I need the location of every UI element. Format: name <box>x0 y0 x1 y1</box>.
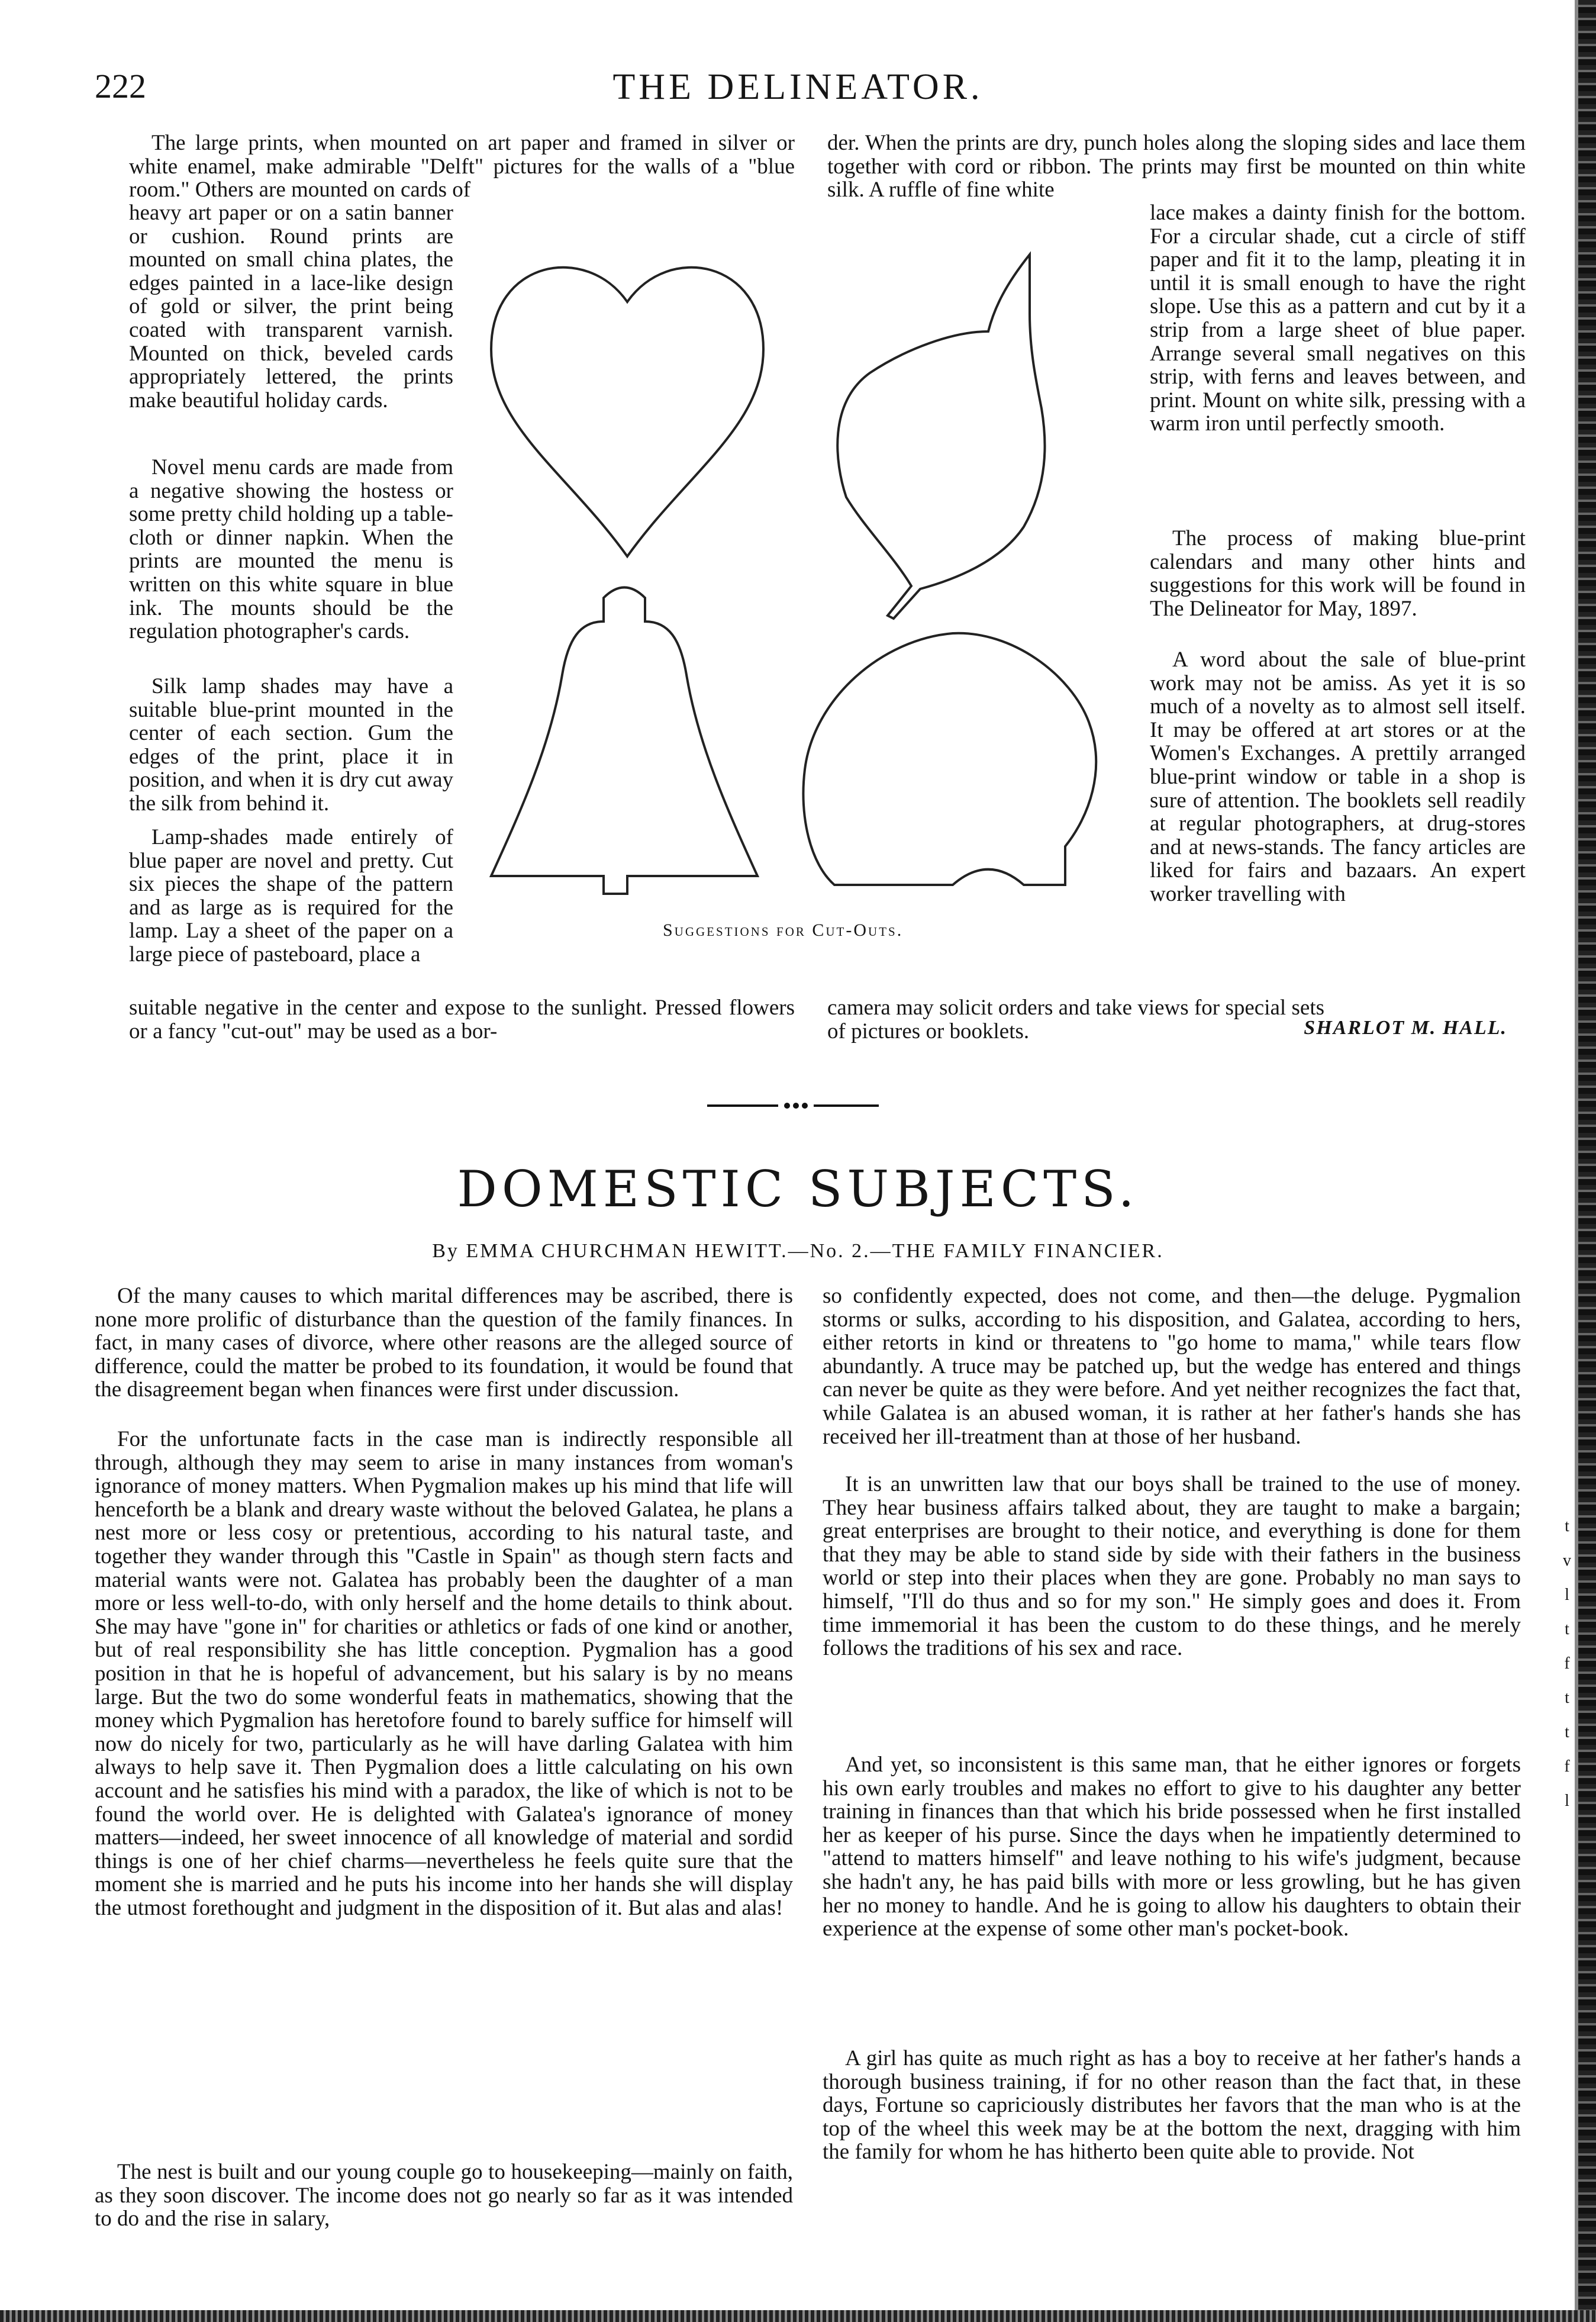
bottom-scan-edge <box>0 2310 1596 2322</box>
col2-bottom-paragraph: camera may solicit orders and take views for special sets of pictures or booklets. <box>827 996 1324 1044</box>
lamp-shades-paragraph: Lamp-shades made entirely of blue paper are novel and pretty. Cut six pieces the shape of the pattern and as large as is required for the lamp. Lay a sheet of the paper on a large piece of pasteboard, place a <box>129 825 453 967</box>
process-paragraph: The process of making blue-print calendars and many other hints and suggestions for this work will be found in The Delineator for May, 1897. <box>1150 526 1526 621</box>
margin-fragment: v <box>1563 1551 1571 1570</box>
margin-fragment: t <box>1565 1723 1569 1741</box>
margin-fragment: l <box>1565 1792 1569 1810</box>
publication-title: THE DELINEATOR. <box>612 67 984 107</box>
col2-ruffle-paragraph: lace makes a dainty finish for the bottom. For a circular shade, cut a circle of stiff paper and fit it to the lamp, pleating it in until it is small enough to have the right slope. Use this as a pattern and cut by it a strip from a large sheet of blue paper. Arrange several small negatives on this strip, with ferns and leaves between, and print. Mount on white silk, pressing with a warm iron until perfectly smooth. <box>1150 201 1526 436</box>
col1-intro-paragraph: heavy art paper or on a satin banner or cushion. Round prints are mounted on small china plates, the edges painted in a lace-like design of gold or silver, the print being coated with transparent varnish. Mounted on thick, beveled cards appropriately lettered, the prints make beautiful holiday cards. <box>129 201 453 413</box>
domestic-right-paragraph-1: so confidently expected, does not come, and then—the deluge. Pygmalion storms or sulks, according to his disposition, and Galatea, according to hers, either retorts in kind or threatens to "go home to mama," while tears flow abundantly. A truce may be patched up, but the wedge has entered and things can never be quite as they were before. And yet neither recognizes the fact that, while Galatea is an abused woman, it is rather at her father's hands she has received her ill-treatment than at those of her husband. <box>823 1284 1521 1449</box>
illustration-caption: Suggestions for Cut-Outs. <box>663 920 904 940</box>
sale-paragraph: A word about the sale of blue-print work may not be amiss. As yet it is so much of a novelty as to almost sell itself. It may be offered at art stores or at the Women's Exchanges. A prettily arranged blue-print window or table in a shop is sure of attention. The booklets sell readily at regular photographers, at drug-stores and at news-stands. The fancy articles are liked for fairs and bazaars. An expert worker travelling with <box>1150 648 1526 906</box>
heart-shape <box>491 268 763 556</box>
leaf-shape <box>837 255 1044 619</box>
divider-ornament <box>707 1100 879 1112</box>
margin-fragment: t <box>1565 1517 1569 1535</box>
silk-shades-paragraph: Silk lamp shades may have a suitable blue-print mounted in the center of each section. Gum the edges of the print, place it in position, and when it is dry cut away the silk from behind it. <box>129 674 453 816</box>
domestic-right-paragraph-3: And yet, so inconsistent is this same man, that he either ignores or forgets his own early troubles and makes no effort to give to his daughter any better training in finances than that which his bride possessed when he first installed her as keeper of his purse. Since the days when he impatiently determined to "attend to matters himself" and leave nothing to his wife's judgment, because she hadn't any, he has paid bills with more or less growling, but he has given her no money to handle. And he is going to allow his daughters to obtain their experience at the expense of some other man's pocket-book. <box>823 1753 1521 1941</box>
section-byline: By EMMA CHURCHMAN HEWITT.—No. 2.—THE FAMILY FINANCIER. <box>432 1240 1164 1262</box>
margin-fragment: f <box>1564 1757 1570 1776</box>
shell-shape <box>803 633 1096 885</box>
author-signature: SHARLOT M. HALL. <box>1304 1017 1507 1039</box>
page-number: 222 <box>95 67 146 105</box>
domestic-right-paragraph-4: A girl has quite as much right as has a boy to receive at her father's hands a thorough business training, if for no other reason than the fact that, in these days, Fortune so capriciously distributes her favors that the man who is at the top of the wheel this week may be at the bottom the next, dragging with him the family for whom he has hitherto been quite able to provide. Not <box>823 2046 1521 2165</box>
section-title: DOMESTIC SUBJECTS. <box>457 1160 1139 1218</box>
margin-fragments <box>1558 1509 1576 1818</box>
domestic-left-paragraph-3: The nest is built and our young couple go to housekeeping—mainly on faith, as they soon discover. The income does not go nearly so far as it was intended to do and the rise in salary, <box>95 2160 793 2231</box>
col2-top-paragraph: der. When the prints are dry, punch holes along the sloping sides and lace them together with cord or ribbon. The prints may first be mounted on thin white silk. A ruffle of fine white <box>827 131 1526 202</box>
margin-fragment: l <box>1565 1586 1569 1604</box>
col1-bottom-paragraph: suitable negative in the center and expose to the sunlight. Pressed flowers or a fancy "cut-out" may be used as a bor- <box>129 996 795 1044</box>
cutouts-illustration <box>479 249 1124 917</box>
col1-top-paragraph: The large prints, when mounted on art paper and framed in silver or white enamel, make admirable "Delft" pictures for the walls of a "blue room." Others are mounted on cards of <box>129 131 795 202</box>
domestic-left-paragraph-2: For the unfortunate facts in the case man is indirectly responsible all through, although they may seem to arise in many instances from woman's ignorance of money matters. When Pygmalion makes up his mind that life will henceforth be a blank and dreary waste without the beloved Galatea, he plans a nest more or less cosy or pretentious, according to his natural taste, and together they wander through this "Castle in Spain" as though stern facts and material wants were not. Galatea has probably been the daughter of a man more or less well-to-do, with only herself and the home details to think about. She may have "gone in" for charities or athletics or fads of one kind or another, but of real responsibility she has little conception. Pygmalion has a good position in that he is hopeful of advancement, but his salary is by no means large. But the two do some wonderful feats in mathematics, showing that the money which Pygmalion has heretofore found to barely suffice for himself will now do nicely for two, particularly as he will have darling Galatea with him always to help save it. Then Pygmalion does a little calculating on his own account and he satisfies his mind with a paradox, the like of which is not to be found the world over. He is delighted with Galatea's ignorance of money matters—indeed, her sweet innocence of all knowledge of material and sordid things is one of her chief charms—nevertheless he feels quite sure that the moment she is married and he puts his income into her hands she will display the utmost forethought and judgment in the disposition of it. But alas and alas! <box>95 1427 793 1920</box>
bell-shape <box>491 588 757 894</box>
margin-fragment: t <box>1565 1620 1569 1638</box>
domestic-left-paragraph-1: Of the many causes to which marital differences may be ascribed, there is none more prolific of disturbance than the question of the family finances. In fact, in many cases of divorce, where other reasons are the alleged source of difference, could the matter be probed to its foundation, it would be found that the disagreement began when finances were first under discussion. <box>95 1284 793 1402</box>
binding-edge <box>1578 0 1596 2322</box>
margin-fragment: f <box>1564 1654 1570 1673</box>
margin-fragment: t <box>1565 1689 1569 1707</box>
domestic-right-paragraph-2: It is an unwritten law that our boys shall be trained to the use of money. They hear business affairs talked about, they are taught to make a bargain; great enterprises are brought to their notice, and everything is done for them that they may be able to stand side by side with their fathers in the business world or step into their places when they are gone. Probably no man says to himself, "I'll do thus and so for my son." He simply goes and does it. From time immemorial it has been the custom to do these things, and he merely follows the traditions of his sex and race. <box>823 1472 1521 1661</box>
menu-cards-paragraph: Novel menu cards are made from a negative showing the hostess or some pretty child holding up a table-cloth or dinner napkin. When the prints are mounted the menu is written on this white square in blue ink. The mounts should be the regulation photographer's cards. <box>129 455 453 644</box>
